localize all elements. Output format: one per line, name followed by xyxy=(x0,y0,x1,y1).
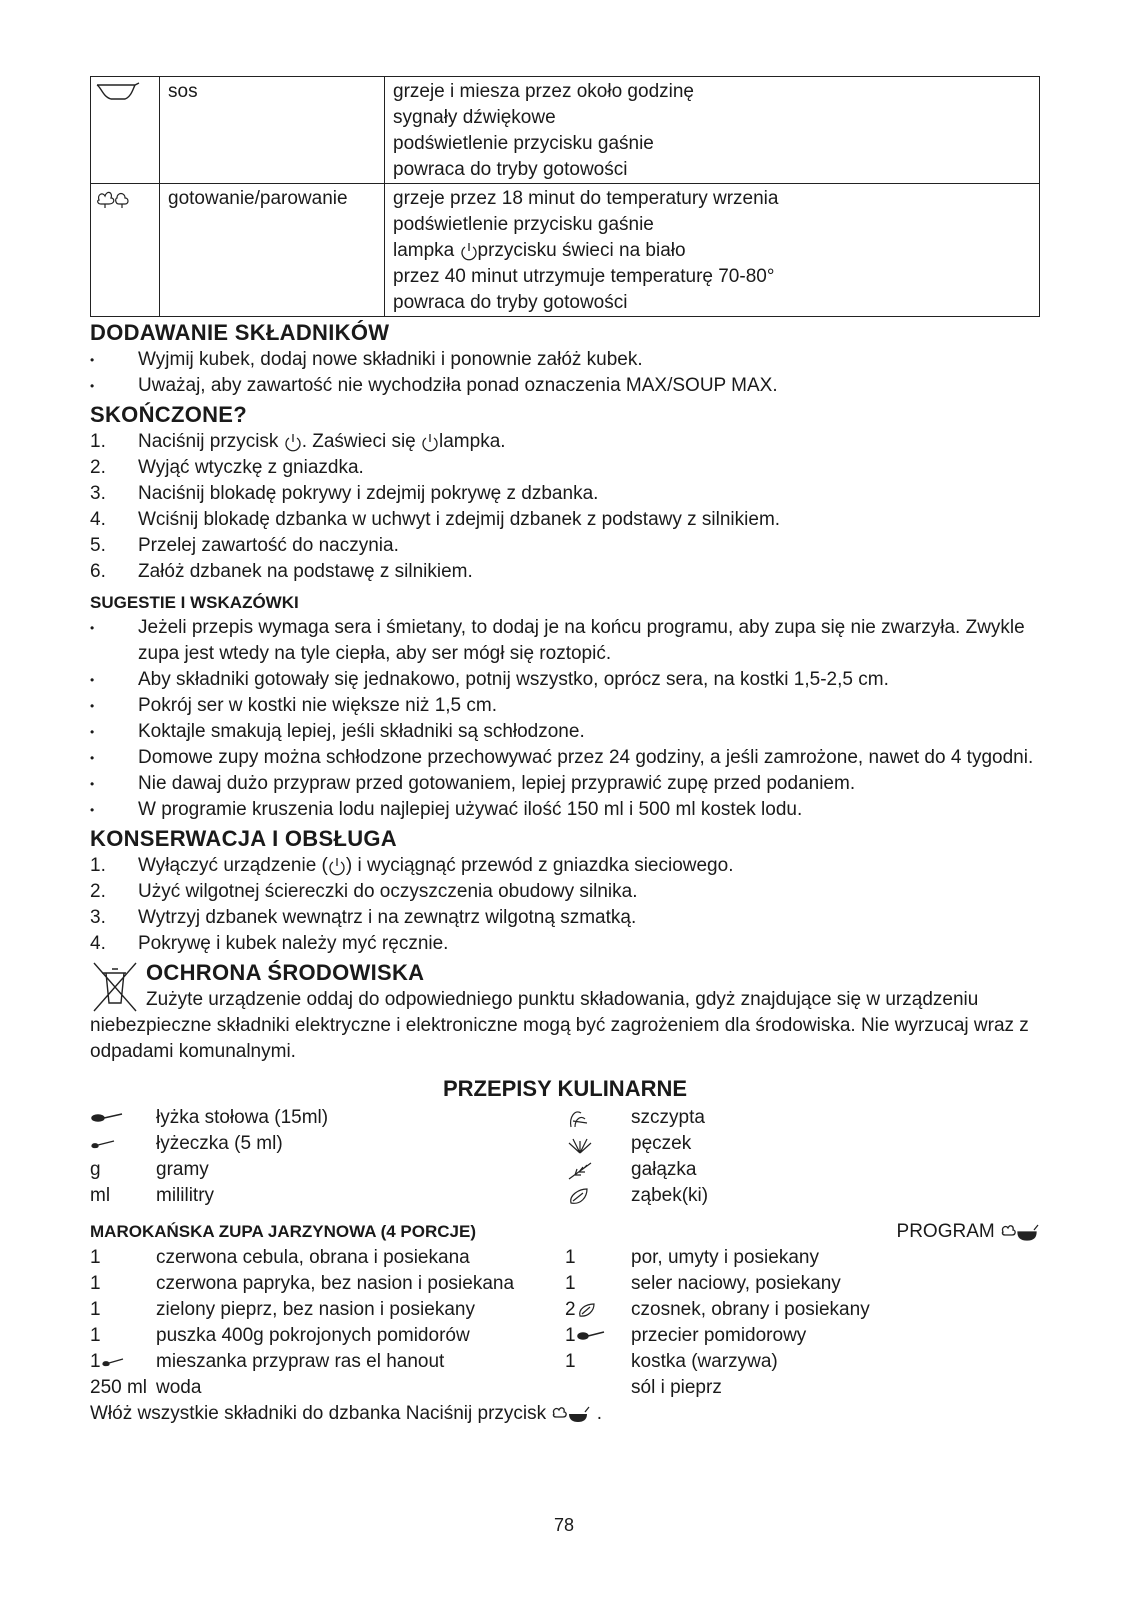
legend-item: łyżka stołowa (15ml) xyxy=(90,1105,565,1131)
steam-icon xyxy=(95,188,135,209)
recipes-title: PRZEPISY KULINARNE xyxy=(442,1076,688,1101)
adding-list xyxy=(90,347,1040,399)
environment-section xyxy=(90,959,1040,1065)
ingredient-row: 2 czosnek, obrany i posiekany xyxy=(565,1299,870,1320)
tips-list xyxy=(90,615,1040,823)
legend-item: szczypta xyxy=(565,1105,1040,1131)
clove-icon xyxy=(576,1299,598,1320)
legend-item: pęczek xyxy=(565,1131,1040,1157)
power-icon xyxy=(328,855,346,876)
sauce-bowl-icon xyxy=(95,81,141,102)
finished-list xyxy=(90,429,1040,585)
power-icon xyxy=(284,431,302,452)
ingredient-row: 1 mieszanka przypraw ras el hanout xyxy=(90,1351,445,1372)
ingredient-row: 1 czerwona cebula, obrana i posiekana xyxy=(90,1247,470,1268)
legend-item: g gramy xyxy=(90,1159,209,1180)
tablespoon-icon xyxy=(576,1325,606,1346)
program-description: grzeje i miesza przez około godzinę sygnały dźwiękowe podświetlenie przycisku gaśnie powraca do tryby gotowości xyxy=(385,77,1040,184)
list-item: 6. Załóż dzbanek na podstawę z silnikiem. xyxy=(90,561,473,582)
list-item: • W programie kruszenia lodu najlepiej używać ilość 150 ml i 500 ml kostek lodu. xyxy=(90,799,803,820)
ingredient-row: 250 ml woda xyxy=(90,1377,202,1398)
recipe-title: MAROKAŃSKA ZUPA JARZYNOWA (4 PORCJE) xyxy=(90,1222,476,1241)
sprig-icon xyxy=(565,1157,631,1183)
list-item: 4. Pokrywę i kubek należy myć ręcznie. xyxy=(90,933,449,954)
soup-program-icon xyxy=(1000,1221,1040,1242)
tablespoon-icon xyxy=(90,1105,156,1131)
page-number: 78 xyxy=(553,1515,575,1535)
clove-icon xyxy=(565,1183,631,1209)
program-table xyxy=(90,76,1040,317)
list-item: 3. Wytrzyj dzbanek wewnątrz i na zewnątrz wilgotną szmatką. xyxy=(90,907,637,928)
list-item: • Nie dawaj dużo przypraw przed gotowaniem, lepiej przyprawić zupę przed podaniem. xyxy=(90,773,856,794)
legend-item: ml mililitry xyxy=(90,1185,215,1206)
units-legend xyxy=(90,1105,1040,1209)
pinch-icon xyxy=(565,1105,631,1131)
list-item: • Pokrój ser w kostki nie większe niż 1,5 cm. xyxy=(90,695,498,716)
legend-item: łyżeczka (5 ml) xyxy=(90,1131,565,1157)
table-icon-cell xyxy=(91,184,160,317)
power-icon xyxy=(460,240,478,261)
ingredient-row: 1 przecier pomidorowy xyxy=(565,1325,807,1346)
list-item: 1. Wyłączyć urządzenie ( ) i wyciągnąć przewód z gniazdka sieciowego. xyxy=(90,855,734,876)
recipe-instruction: Włóż wszystkie składniki do dzbanka Naciśnij przycisk . xyxy=(90,1403,602,1424)
list-item: 1. Naciśnij przycisk . Zaświeci się lampka. xyxy=(90,431,506,452)
list-item: 5. Przelej zawartość do naczynia. xyxy=(90,535,399,556)
environment-text: Zużyte urządzenie oddaj do odpowiedniego punktu składowania, gdyż znajdujące się w urządzeniu niebezpieczne składniki elektryczne i elektroniczne mogą być zagrożeniem dla środowiska. Nie wyrzucaj wraz z odpadami komunalnymi. xyxy=(90,989,1029,1062)
teaspoon-icon xyxy=(90,1131,156,1157)
section-title-adding: DODAWANIE SKŁADNIKÓW xyxy=(90,320,390,345)
ingredient-row: 1 seler naciowy, posiekany xyxy=(565,1273,841,1294)
bunch-icon xyxy=(565,1131,631,1157)
list-item: • Koktajle smakują lepiej, jeśli składniki są schłodzone. xyxy=(90,721,585,742)
section-title-tips: SUGESTIE I WSKAZÓWKI xyxy=(90,593,299,612)
power-icon xyxy=(421,431,439,452)
table-row xyxy=(91,184,1040,317)
list-item: 2. Wyjąć wtyczkę z gniazdka. xyxy=(90,457,364,478)
maintenance-list xyxy=(90,853,1040,957)
section-title-environment: OCHRONA ŚRODOWISKA xyxy=(146,960,425,985)
ingredients xyxy=(90,1245,1040,1401)
legend-item: gałązka xyxy=(565,1157,1040,1183)
program-description: grzeje przez 18 minut do temperatury wrzenia podświetlenie przycisku gaśnie lampka przycisku świeci na biało przez 40 minut utrzymuje temperaturę 70-80° powraca do tryby gotowości xyxy=(385,184,1040,317)
list-item: 2. Użyć wilgotnej ściereczki do oczyszczenia obudowy silnika. xyxy=(90,881,638,902)
teaspoon-icon xyxy=(101,1351,127,1372)
list-item: • Aby składniki gotowały się jednakowo, potnij wszystko, oprócz sera, na kostki 1,5-2,5 cm. xyxy=(90,669,889,690)
ingredient-row: 1 kostka (warzywa) xyxy=(565,1351,778,1372)
program-indicator: PROGRAM xyxy=(897,1219,1040,1245)
list-item: 4. Wciśnij blokadę dzbanka w uchwyt i zdejmij dzbanek z podstawy z silnikiem. xyxy=(90,509,781,530)
list-item: • Wyjmij kubek, dodaj nowe składniki i ponownie załóż kubek. xyxy=(90,349,643,370)
ingredient-row: 1 por, umyty i posiekany xyxy=(565,1247,819,1268)
crossed-bin-icon xyxy=(90,961,140,1013)
manual-page xyxy=(90,76,1040,1427)
ingredient-row: 1 zielony pieprz, bez nasion i posiekany xyxy=(90,1299,475,1320)
list-item: • Domowe zupy można schłodzone przechowywać przez 24 godziny, a jeśli zamrożone, nawet do 4 tygodni. xyxy=(90,747,1034,768)
table-row xyxy=(91,77,1040,184)
section-title-finished: SKOŃCZONE? xyxy=(90,402,247,427)
program-name: gotowanie/parowanie xyxy=(160,184,385,317)
ingredient-row: 1 czerwona papryka, bez nasion i posiekana xyxy=(90,1273,515,1294)
recipe-header xyxy=(90,1219,1040,1245)
section-title-maintenance: KONSERWACJA I OBSŁUGA xyxy=(90,826,397,851)
soup-program-icon xyxy=(551,1403,591,1424)
list-item: • Uważaj, aby zawartość nie wychodziła ponad oznaczenia MAX/SOUP MAX. xyxy=(90,375,778,396)
legend-item: ząbek(ki) xyxy=(565,1183,1040,1209)
table-icon-cell xyxy=(91,77,160,184)
program-name: sos xyxy=(160,77,385,184)
list-item: 3. Naciśnij blokadę pokrywy i zdejmij pokrywę z dzbanka. xyxy=(90,483,599,504)
ingredient-row: 1 puszka 400g pokrojonych pomidorów xyxy=(90,1325,470,1346)
ingredient-row: sól i pieprz xyxy=(631,1377,722,1398)
list-item: • Jeżeli przepis wymaga sera i śmietany, to dodaj je na końcu programu, aby zupa się nie zwarzyła. Zwykle zupa jest wtedy na tyle ciepła, aby ser mógł się roztopić. xyxy=(90,617,1025,664)
